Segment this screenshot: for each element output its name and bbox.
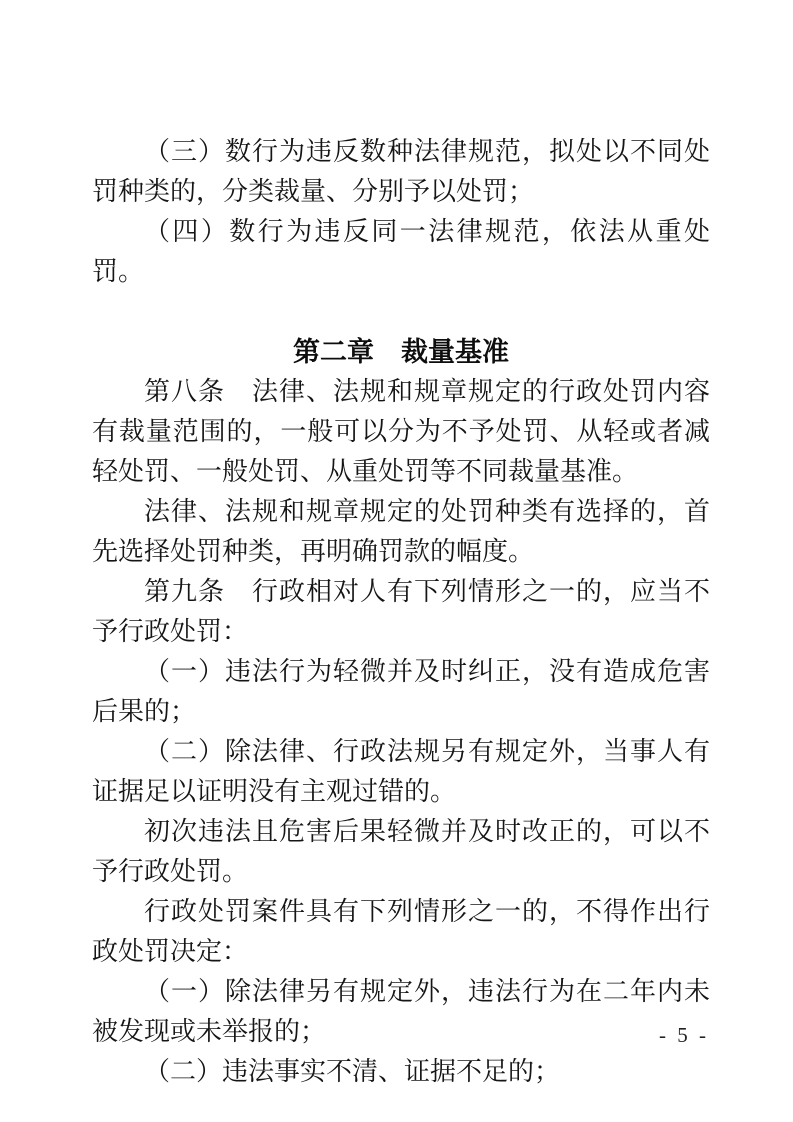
paragraph-item-3: （三）数行为违反数种法律规范，拟处以不同处罚种类的，分类裁量、分别予以处罚； [92, 137, 710, 206]
paragraph-article-8: 第八条 法律、法规和规章规定的行政处罚内容有裁量范围的，一般可以分为不予处罚、从轻或者减轻处罚、一般处罚、从重处罚等不同裁量基准。 [92, 377, 710, 486]
paragraph-no-decision-cases: 行政处罚案件具有下列情形之一的，不得作出行政处罚决定： [92, 897, 710, 966]
paragraph-no-decision-item-2: （二）违法事实不清、证据不足的； [144, 1057, 561, 1086]
paragraph-article-8-continued: 法律、法规和规章规定的处罚种类有选择的，首先选择处罚种类，再明确罚款的幅度。 [92, 497, 710, 566]
chapter-heading: 第二章 裁量基准 [293, 337, 509, 367]
paragraph-article-9-item-1: （一）违法行为轻微并及时纠正，没有造成危害后果的； [92, 657, 710, 726]
document-body [92, 132, 710, 1092]
paragraph-article-9: 第九条 行政相对人有下列情形之一的，应当不予行政处罚： [92, 577, 710, 646]
paragraph-item-4: （四）数行为违反同一法律规范，依法从重处罚。 [92, 217, 710, 286]
paragraph-article-9-item-2: （二）除法律、行政法规另有规定外，当事人有证据足以证明没有主观过错的。 [92, 737, 710, 806]
page-number: - 5 - [659, 1023, 709, 1047]
paragraph-no-decision-item-1: （一）除法律另有规定外，违法行为在二年内未被发现或未举报的； [92, 977, 710, 1046]
paragraph-first-violation: 初次违法且危害后果轻微并及时改正的，可以不予行政处罚。 [92, 817, 710, 886]
